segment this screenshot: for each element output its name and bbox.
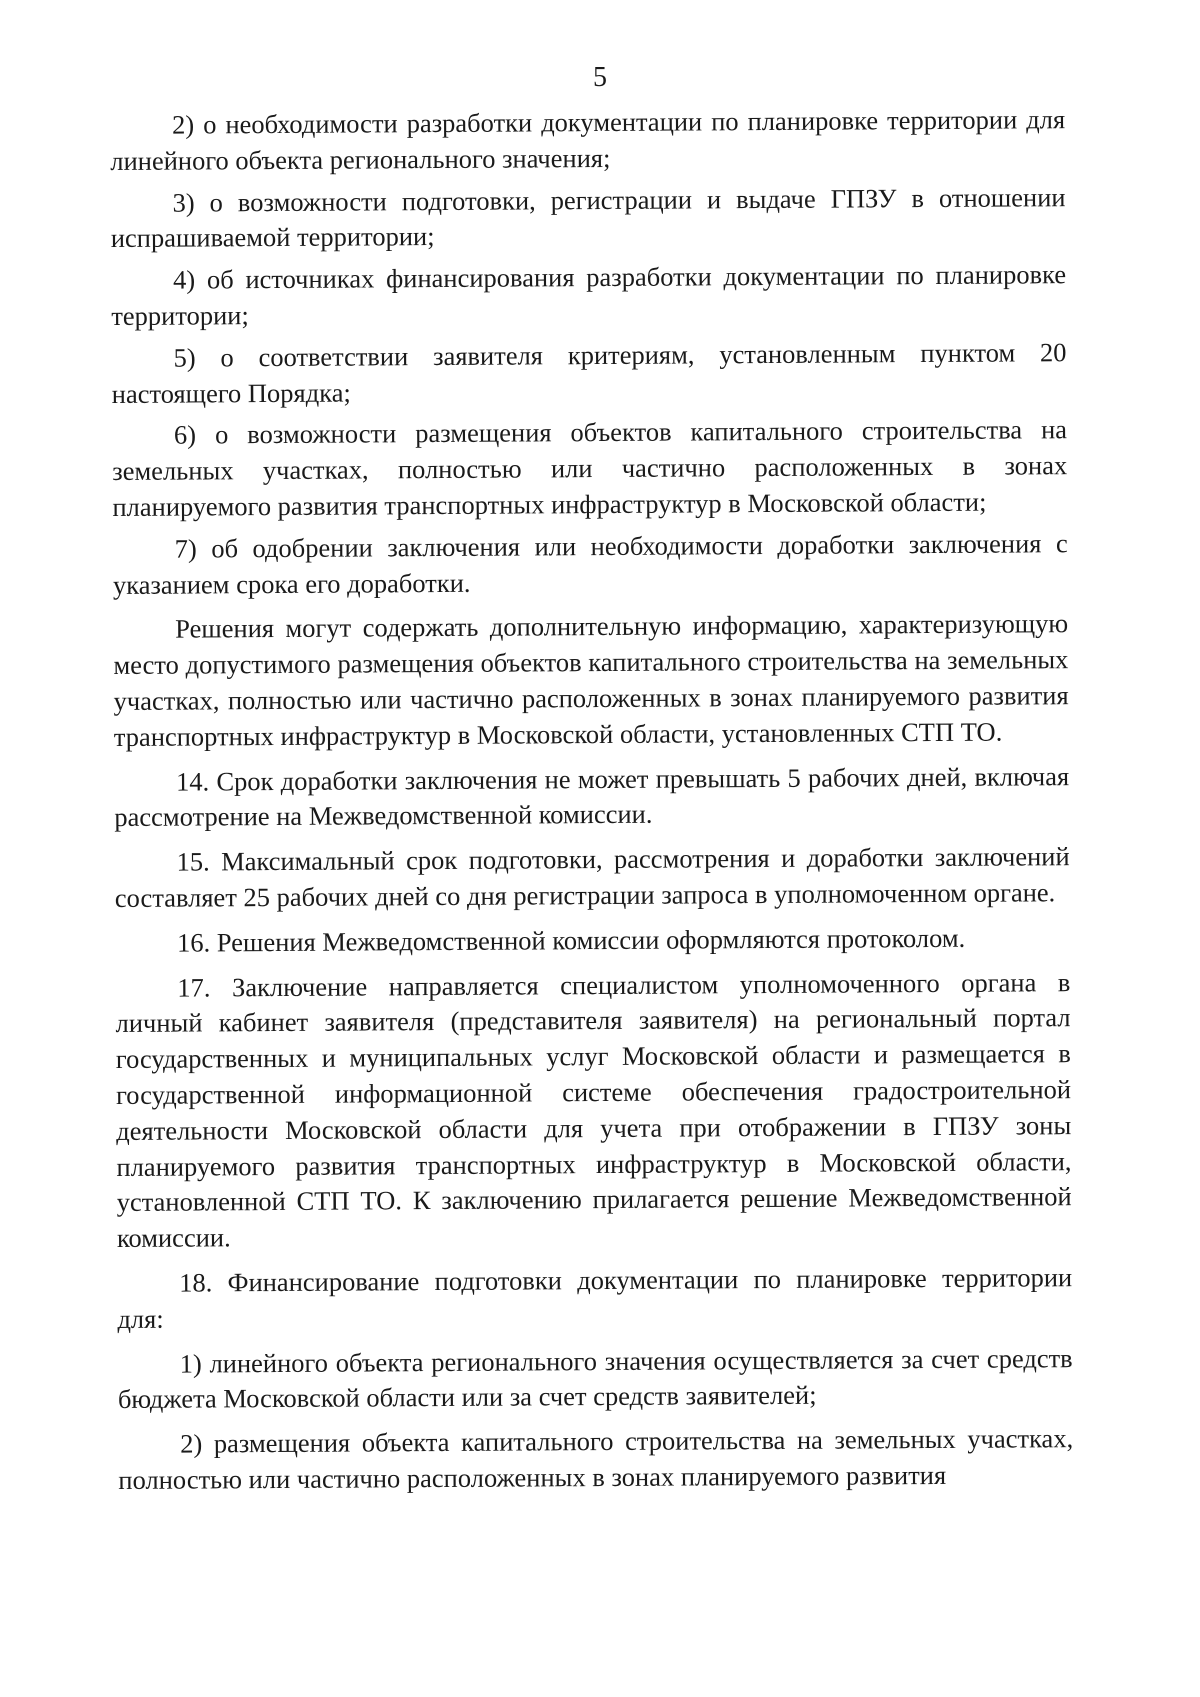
paragraph-clause-15: 15. Максимальный срок подготовки, рассмотрения и доработки заключений составляет 25 рабочих дней со дня регистрации запроса в уполномоченном органе.	[114, 841, 1070, 913]
paragraph-item-3: 3) о возможности подготовки, регистрации и выдаче ГПЗУ в отношении испрашиваемой территории;	[110, 181, 1066, 254]
document-body	[110, 102, 1073, 1498]
paragraph-clause-14: 14. Срок доработки заключения не может превышать 5 рабочих дней, включая рассмотрение на Межведомственной комиссии.	[114, 760, 1070, 833]
paragraph-clause-18-item-1: 1) линейного объекта регионального значения осуществляется за счет средств бюджета Московской области или за счет средств заявителей;	[117, 1342, 1073, 1415]
paragraph-item-4: 4) об источниках финансирования разработки документации по планировке территории;	[111, 259, 1067, 331]
paragraph-clause-18: 18. Финансирование подготовки документации по планировке территории для:	[117, 1262, 1073, 1334]
paragraph-clause-17: 17. Заключение направляется специалистом уполномоченного органа в личный кабинет заявителя (представителя заявителя) на региональный портал государственных и муниципальных услуг Московской области и размещается в государственной информационной системе обеспечения градостроительной деятельности Московской области для учета при отображении в ГПЗУ зоны планируемого развития транспортных инфраструктур в Московской области, установленной СТП ТО. К заключению прилагается решение Межведомственной комиссии.	[115, 966, 1072, 1254]
paragraph-clause-16: 16. Решения Межведомственной комиссии оформляются протоколом.	[177, 922, 966, 958]
paragraph-item-2: 2) о необходимости разработки документации по планировке территории для линейного объекта регионального значения;	[110, 104, 1066, 176]
page-number: 5	[593, 62, 607, 93]
paragraph-clause-18-item-2: 2) размещения объекта капитального строительства на земельных участках, полностью или частично расположенных в зонах планируемого развития	[118, 1423, 1074, 1495]
paragraph-item-6: 6) о возможности размещения объектов капитального строительства на земельных участках, полностью или частично расположенных в зонах планируемого развития транспортных инфраструктур в Московской области;	[112, 414, 1068, 522]
paragraph-decisions: Решения могут содержать дополнительную информацию, характеризующую место допустимого размещения объектов капитального строительства на земельных участках, полностью или частично расположенных в зонах планируемого развития транспортных инфраструктур в Московской области, установленных СТП ТО.	[113, 608, 1069, 752]
paragraph-item-7: 7) об одобрении заключения или необходимости доработки заключения с указанием срока его доработки.	[112, 527, 1068, 600]
paragraph-item-5: 5) о соответствии заявителя критериям, установленным пунктом 20 настоящего Порядка;	[111, 336, 1067, 409]
